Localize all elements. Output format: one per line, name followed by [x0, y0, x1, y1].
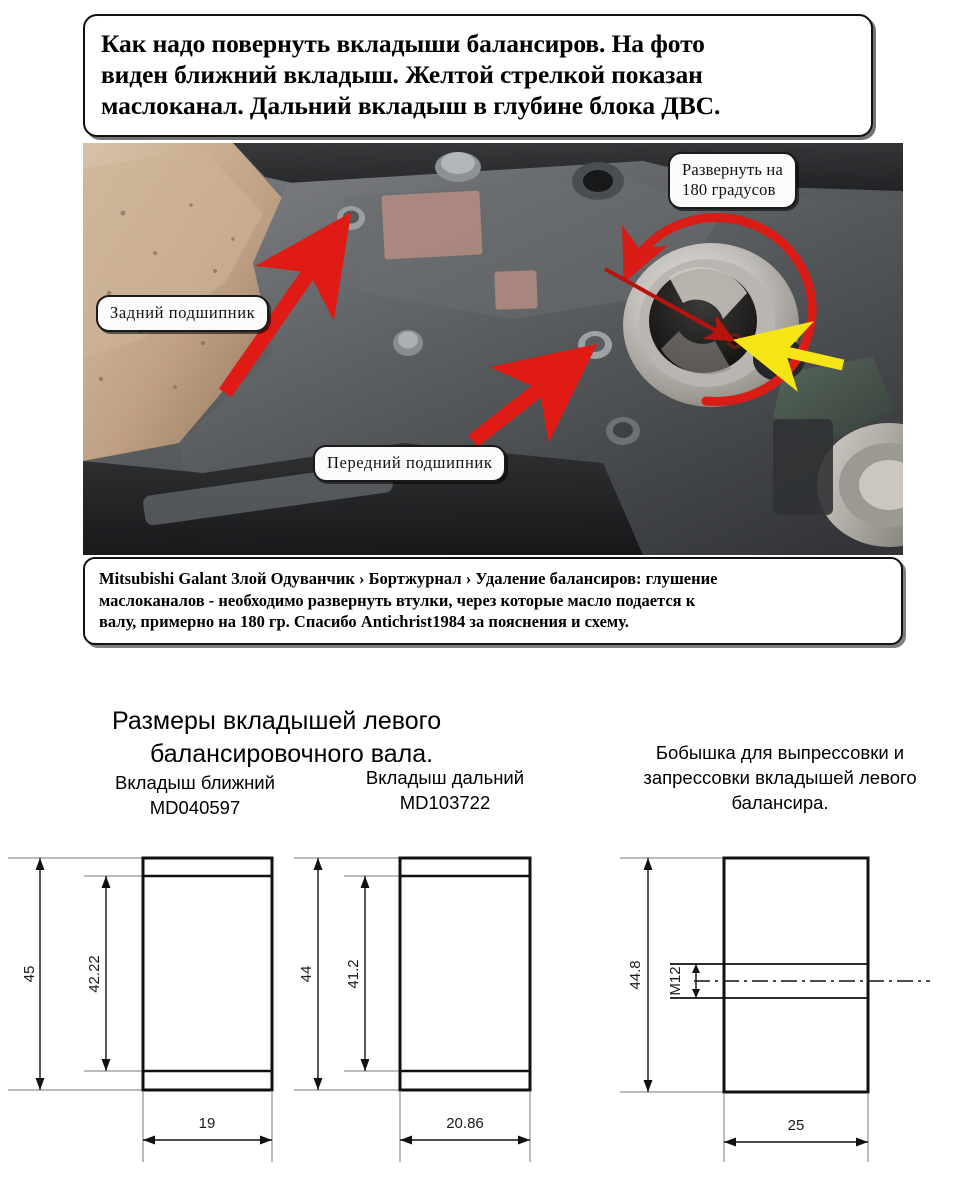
drawing-near-insert-svg [0, 840, 300, 1170]
part-title-far-insert: Вкладыш дальний MD103722 [365, 767, 525, 813]
dimension-width-text: 25 [787, 1117, 805, 1134]
rear-bearing-boss [337, 206, 365, 230]
dimension-width-text: 19 [198, 1115, 216, 1132]
dimensions-section-title-line1: Размеры вкладышей левого [112, 707, 442, 735]
part-title-near-insert: Вкладыш ближний MD040597 [115, 772, 275, 818]
dimension-inner-length-text: 42.22 [86, 955, 103, 993]
drawing-press-boss [600, 840, 960, 1180]
bushing-outline [400, 858, 530, 1090]
dimension-outer-length [298, 858, 323, 1090]
lower-right-pocket [773, 419, 833, 515]
photo-callout-front-bearing: Передний подшипник [313, 445, 506, 482]
engine-photo [83, 143, 903, 555]
header-line-1: Как надо повернуть вкладыши балансиров. На фото [101, 29, 705, 58]
photo-callout-rear-bearing: Задний подшипник [96, 295, 269, 332]
header-callout-box [83, 14, 873, 137]
drawing-far-insert [290, 840, 590, 1170]
dimension-outer-length-text: 44 [298, 965, 315, 983]
caption-line-3: валу, примерно на 180 гр. Спасибо Antichrist1984 за пояснения и схему. [99, 612, 629, 631]
bolt-head-upper [435, 152, 481, 182]
photo-callout-rotate-180: Развернуть на 180 градусов [668, 152, 797, 209]
photo-caption-box [83, 557, 903, 645]
drawing-press-boss-svg [600, 840, 960, 1180]
drawing-near-insert [0, 840, 300, 1170]
dimension-outer-length [21, 858, 45, 1090]
caption-line-1: Mitsubishi Galant Злой Одуванчик › Бортжурнал › Удаление балансиров: глушение [99, 569, 718, 588]
bushing-outline [143, 858, 272, 1090]
header-line-3: маслоканал. Дальний вкладыш в глубине блока ДВС. [101, 91, 721, 120]
masking-patch-large [381, 190, 482, 259]
dimension-width-text: 20.86 [446, 1115, 484, 1132]
dimension-inner-length-text: 41.2 [345, 959, 362, 989]
front-bearing-boss [578, 331, 612, 359]
boss-outline [724, 858, 868, 1092]
masking-patch-small [494, 270, 537, 309]
drawing-far-insert-svg [290, 840, 590, 1170]
bolt-hole-upper-right [572, 162, 624, 200]
dimension-width [724, 1117, 868, 1147]
dimension-outer-length-text: 45 [21, 965, 38, 983]
boss-section-title: Бобышка для выпрессовки и запрессовки вкладышей левого балансира. [643, 742, 917, 813]
dimension-outer-length-text: 44.8 [627, 960, 644, 990]
dimension-inner-length [345, 876, 370, 1071]
dimension-width [143, 1115, 272, 1145]
dimension-width [400, 1115, 530, 1145]
dimensions-section-title-line2: балансировочного вала. [150, 740, 434, 768]
caption-line-2: маслоканалов - необходимо развернуть втулки, через которые масло подается к [99, 590, 696, 610]
bolt-head-middle [393, 330, 423, 356]
dimension-inner-length [86, 876, 111, 1071]
dimension-thread-text: M12 [667, 966, 684, 996]
header-line-2: виден ближний вкладыш. Желтой стрелкой показан [101, 60, 703, 89]
dimension-outer-length [627, 858, 653, 1092]
